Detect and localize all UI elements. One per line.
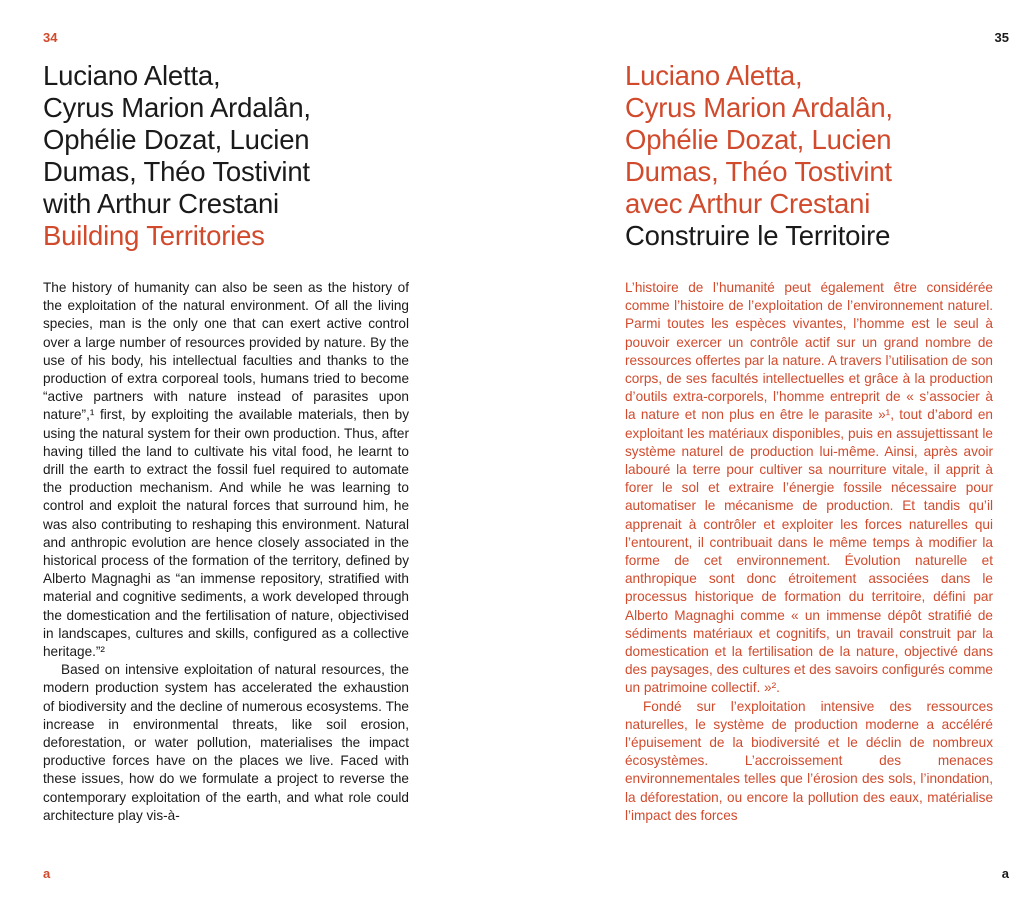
author-line: Ophélie Dozat, Lucien xyxy=(625,124,892,155)
author-line: Luciano Aletta, xyxy=(625,60,803,91)
paragraph: Based on intensive exploitation of natural resources, the modern production system has accelerated the exhaustion of biodiversity and the decline of numerous ecosystems. The increase in environmental threats, like soil erosion, deforestation, or water pollution, materialises the impact productive forces have on the places we live. Faced with these issues, how do we formulate a project to reverse the contemporary exploitation of the earth, and what role could architecture play vis-à- xyxy=(43,662,409,823)
author-line: Dumas, Théo Tostivint xyxy=(43,156,310,187)
paragraph: The history of humanity can also be seen as the history of the exploitation of the natural environment. Of all the living species, man is the only one that can exert active control over a large number of resources provided by nature. By the use of his body, his intellectual faculties and thanks to the production of extra corporeal tools, humans tried to become “active partners with nature instead of parasites upon nature”,¹ first, by exploiting the available materials, then by using the natural system for their own production. Thus, after having tilled the land to cultivate his vital food, he learnt to drill the earth to extract the fossil fuel required to automate the production mechanism. And while he was learning to control and exploit the natural forces that surround him, he was also contributing to reshaping this environment. Natural and anthropic evolution are hence closely associated in the historical process of the formation of the territory, defined by Alberto Magnaghi as “an immense repository, stratified with material and cognitive sediments, a work developed through the domestication and the fertilisation of nature, objectivised in landscapes, cultures and skills, configured as a collective heritage.”² xyxy=(43,280,409,660)
title-left xyxy=(43,60,483,252)
page-number-right: 35 xyxy=(994,30,1009,45)
author-line: Dumas, Théo Tostivint xyxy=(625,156,892,187)
title-right xyxy=(625,60,1025,252)
author-line: Cyrus Marion Ardalân, xyxy=(625,92,893,123)
article-heading-fr: Construire le Territoire xyxy=(625,220,891,251)
footer-right: a xyxy=(1001,866,1009,881)
author-line: Luciano Aletta, xyxy=(43,60,221,91)
paragraph: L’histoire de l’humanité peut également être considérée comme l’histoire de l’exploitation de l’environnement naturel. Parmi toutes les espèces vivantes, l’homme est le seul à pouvoir exercer un contrôle actif sur un grand nombre de ressources offertes par la nature. A travers l’utilisation de son corps, de ses facultés intellectuelles et grâce à la production d’outils extra-corporels, l’homme entreprit de « s’associer à la nature et non plus en être le parasite »¹, tout d’abord en exploitant les matériaux disponibles, puis en assujettissant le système naturel de production lui-même. Ainsi, après avoir labouré la terre pour cultiver sa nourriture vitale, il apprit à forer le sol et extraire l’énergie fossile nécessaire pour automatiser le mécanisme de production. Et tandis qu’il apprenait à contrôler et exploiter les forces naturelles qui l’entourent, il contribuait dans le même temps à modifier la forme de cet environnement. Évolution naturelle et anthropique sont donc étroitement associées dans le processus historique de formation du territoire, défini par Alberto Magnaghi comme « un immense dépôt stratifié de sédiments matériaux et cognitifs, un travail construit par la domestication et la fertilisation de la nature, objectivé dans des paysages, des cultures et des savoirs configurés comme un patrimoine collectif. »². xyxy=(625,280,993,696)
body-text-en xyxy=(43,279,409,844)
article-heading-en: Building Territories xyxy=(43,220,265,251)
author-line: avec Arthur Crestani xyxy=(625,188,871,219)
paragraph: Fondé sur l’exploitation intensive des ressources naturelles, le système de production moderne a accéléré l’épuisement de la biodiversité et le déclin de nombreux écosystèmes. L’accroissement des menaces environnementales telles que l’érosion des sols, l’inondation, la déforestation, ou encore la pollution des eaux, matérialise l’impact des forces xyxy=(625,698,993,823)
author-line: with Arthur Crestani xyxy=(43,188,279,219)
body-text-fr xyxy=(625,279,993,844)
author-line: Cyrus Marion Ardalân, xyxy=(43,92,311,123)
author-line: Ophélie Dozat, Lucien xyxy=(43,124,310,155)
page-number-left: 34 xyxy=(43,30,58,45)
right-page xyxy=(517,0,1034,904)
footer-left: a xyxy=(43,866,51,881)
